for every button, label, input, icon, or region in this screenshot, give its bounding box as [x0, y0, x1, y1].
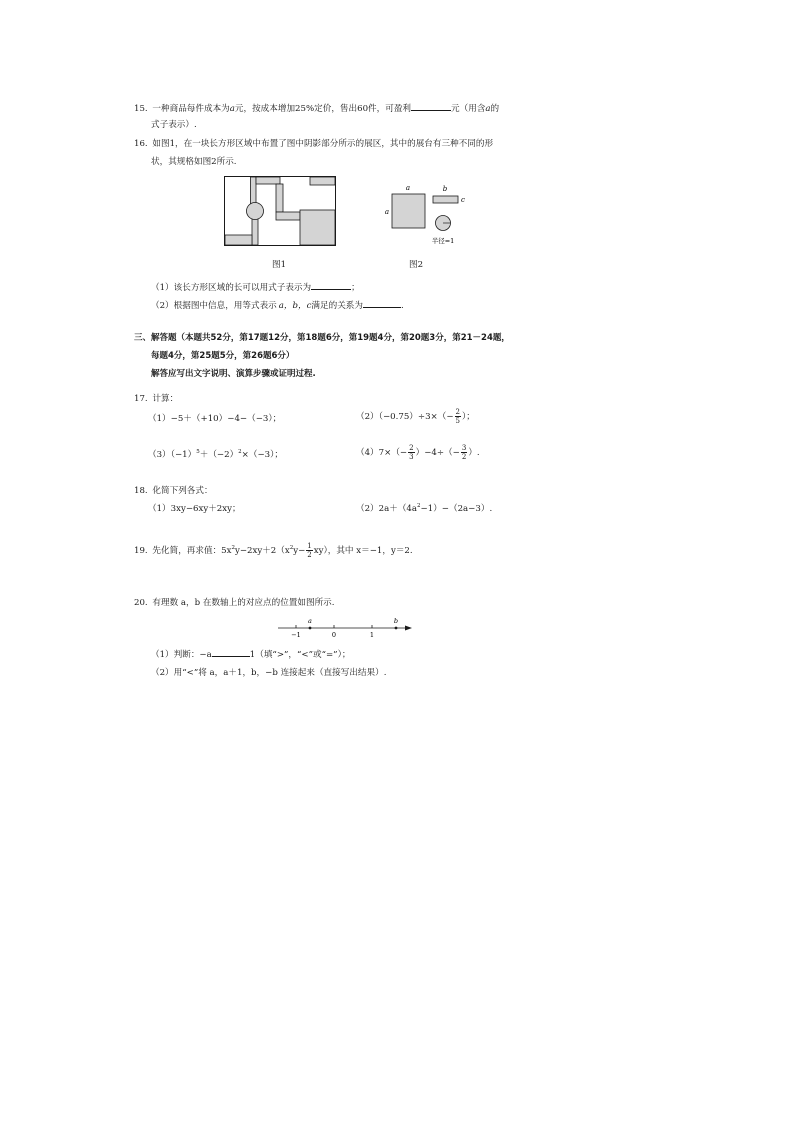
- fig1-mid-bar-1: [276, 184, 283, 212]
- tick-label-one: 1: [369, 631, 375, 639]
- q18-part2: [356, 503, 492, 515]
- q16-sub1-end: ；: [351, 283, 360, 293]
- fig1-mid-bar-2: [276, 212, 300, 220]
- q19-frac-num: 1: [307, 542, 312, 550]
- q18-p2-exp: 2: [417, 503, 421, 509]
- q17-p2-den: 5: [455, 417, 461, 425]
- q16-figure2: [380, 182, 470, 247]
- tick-label-minus1: −1: [291, 631, 301, 639]
- q16-sub2-vars: a，b，c: [278, 301, 312, 311]
- q19-number: 19.: [134, 546, 148, 556]
- q18-title: [134, 485, 213, 497]
- fig2-bar: [433, 196, 458, 203]
- fig1-top-right-bar: [310, 177, 335, 185]
- q17-p4-fraction2: [461, 444, 467, 461]
- fig2-label-c: c: [461, 196, 465, 204]
- fig2-square: [392, 194, 425, 228]
- q15-text-a: 一种商品每件成本为: [152, 104, 230, 114]
- q20-title: [134, 597, 335, 609]
- q17-p4-c: ）.: [468, 448, 480, 458]
- q16-sub2-text: （2）根据图中信息，用等式表示: [151, 301, 277, 311]
- q20-number-line: [272, 614, 416, 640]
- q19-fraction: [306, 542, 312, 559]
- q18-part1: （1）3xy−6xy＋2xy；: [148, 504, 241, 514]
- fig1-caption: 图1: [272, 260, 287, 270]
- point-b: [395, 627, 398, 630]
- q15-number: 15.: [134, 104, 148, 114]
- q20-title-text: 有理数 a，b 在数轴上的对应点的位置如图所示.: [152, 598, 335, 608]
- q17-p3-exp2: 2: [238, 449, 242, 455]
- point-a: [309, 627, 312, 630]
- q17-p4-num1: 2: [409, 444, 414, 452]
- fig1-round-stand: [247, 203, 264, 220]
- q15-text-d: 的: [490, 104, 500, 114]
- label-b: b: [393, 617, 399, 625]
- q17-p3-b: ＋（−2）: [199, 450, 239, 460]
- q16-line1: [134, 138, 493, 150]
- q17-part4: [356, 444, 480, 461]
- q18-p2-b: −1）−（2a−3）.: [420, 504, 493, 514]
- q18-number: 18.: [134, 486, 148, 496]
- q17-p3-c: ×（−3）；: [241, 450, 284, 460]
- q16-line2: 状，其规格如图2所示.: [151, 157, 237, 167]
- q19-d: xy），其中 x＝−1，y＝2.: [313, 546, 413, 556]
- q15-var-a2: a: [485, 104, 491, 114]
- q19-frac-den: 2: [307, 551, 312, 559]
- q20-sub1-blank[interactable]: [212, 647, 250, 657]
- q16-sub2-blank[interactable]: [363, 298, 401, 308]
- section3-heading-line1: 三、解答题（本题共52分，第17题12分，第18题6分，第19题4分，第20题3分，第21－24题，: [134, 333, 510, 343]
- q20-number: 20.: [134, 598, 148, 608]
- section3-heading-line2: 每题4分，第25题5分，第26题6分）: [151, 351, 295, 361]
- q16-sub2-text2: 满足的关系为: [311, 301, 363, 311]
- q17-p2-fraction: [455, 408, 461, 425]
- q17-p4-num2: 3: [461, 444, 467, 452]
- q16-sub2: [151, 298, 404, 312]
- q15-line2: 式子表示）.: [151, 120, 197, 130]
- q15-var-a: a: [229, 104, 235, 114]
- q19-a: 先化简，再求值：5x: [152, 546, 232, 556]
- fig2-caption: 图2: [409, 260, 424, 270]
- q18-p2-a: （2）2a＋（4a: [356, 504, 418, 514]
- label-a: a: [308, 617, 312, 625]
- q20-sub1-end: 1（填“>”，“<”或“=”）；: [249, 650, 351, 660]
- q17-p2-b: ）；: [462, 412, 475, 422]
- q16-sub2-end: .: [401, 301, 404, 311]
- q17-p3-a: （3）（−1）: [148, 450, 197, 460]
- q15-line1: [134, 101, 499, 115]
- q17-p3-exp1: 5: [196, 449, 200, 455]
- axis-arrow: [405, 626, 412, 631]
- fig2-label-a-top: a: [405, 184, 411, 192]
- fig2-label-a-left: a: [384, 208, 390, 216]
- q17-p2-num: 2: [455, 408, 461, 416]
- q15-answer-blank[interactable]: [411, 101, 451, 111]
- q17-p2-a: （2）（−0.75）÷3×（−: [356, 412, 454, 422]
- q20-sub1: [151, 647, 350, 661]
- q19-line: [134, 542, 413, 559]
- q18-title-text: 化简下列各式：: [152, 486, 213, 496]
- fig1-bottom-left-bar: [225, 235, 252, 245]
- q16-sub1-blank[interactable]: [311, 280, 351, 290]
- q19-c: y−: [293, 546, 306, 556]
- q16-sub1-text: （1）该长方形区域的长可以用式子表示为: [151, 283, 312, 293]
- q17-p4-a: （4）7×（−: [356, 448, 408, 458]
- q17-part1: （1）−5＋（+10）−4−（−3）；: [148, 414, 282, 424]
- q20-sub1-text: （1）判断：−a: [151, 650, 212, 660]
- q19-b: y−2xy＋2（x: [234, 546, 290, 556]
- q17-number: 17.: [134, 394, 148, 404]
- fig1-top-bar: [256, 177, 280, 184]
- fig2-radius-label: 半径=1: [431, 237, 455, 245]
- q16-figure1: [224, 176, 336, 246]
- q19-exp1: 2: [231, 545, 235, 551]
- q17-title-text: 计算：: [152, 394, 179, 404]
- fig2-label-b: b: [442, 185, 448, 193]
- tick-label-zero: 0: [331, 631, 337, 639]
- q20-sub2: （2）用“<”将 a，a＋1，b，−b 连接起来（直接写出结果）.: [151, 668, 387, 678]
- q17-part2: [356, 408, 475, 425]
- q17-p4-den2: 2: [461, 453, 467, 461]
- q17-p4-den1: 3: [409, 453, 414, 461]
- q19-exp2: 2: [289, 545, 294, 551]
- q17-p4-b: ）−4÷（−: [415, 448, 460, 458]
- section3-instruction: 解答应写出文字说明、演算步骤或证明过程.: [151, 369, 316, 379]
- q15-text-b: 元，按成本增加25%定价，售出60件，可盈利: [234, 104, 412, 114]
- q16-sub1: [151, 280, 360, 294]
- fig1-big-square: [300, 210, 335, 245]
- q17-p4-fraction1: [408, 444, 414, 461]
- q17-title: [134, 393, 178, 405]
- q16-text-1: 如图1，在一块长方形区域中布置了图中阴影部分所示的展区，其中的展台有三种不同的形: [152, 139, 494, 149]
- q15-text-c: 元（用含: [451, 104, 486, 114]
- fig1-left-vertical: [252, 218, 258, 245]
- q17-part3: [148, 449, 283, 461]
- q16-number: 16.: [134, 139, 148, 149]
